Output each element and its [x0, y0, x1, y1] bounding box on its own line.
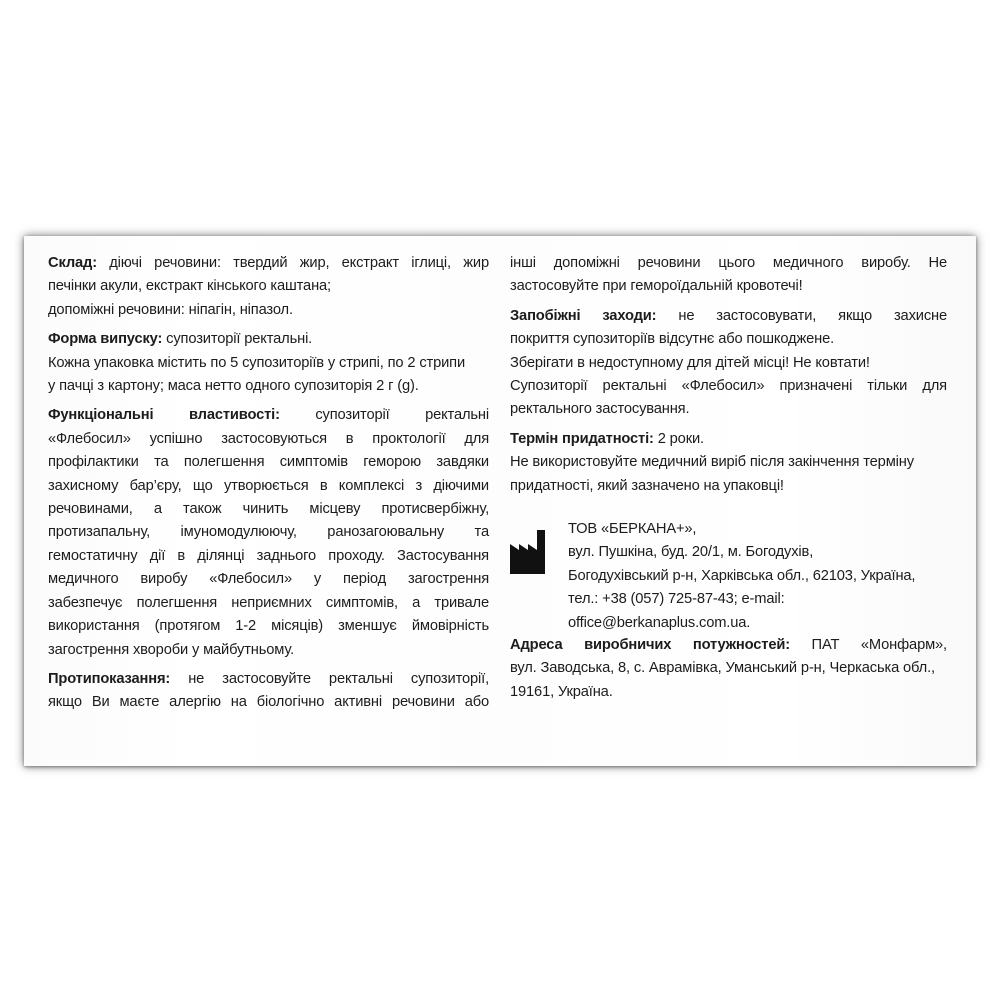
contraindications-text-1: не застосовуйте ректальні супозиторії,: [170, 670, 489, 687]
production-line-1: [510, 634, 947, 657]
manufacturer-address: [568, 518, 948, 635]
composition-line-2: печінки акули, екстракт кінського каштана;: [48, 278, 331, 295]
composition-line-3: допоміжні речовини: ніпагін, ніпазол.: [48, 301, 293, 318]
production-line-3: 19161, Україна.: [510, 683, 613, 700]
composition-line-1: [48, 252, 489, 275]
right-column: [510, 252, 947, 710]
release-form-text-1: супозиторії ректальні.: [162, 331, 313, 348]
composition-label: Склад:: [48, 255, 97, 271]
composition-text-1: діючі речовини: твердий жир, екстракт іглиці, жир: [96, 255, 489, 271]
release-form-line-1: [48, 328, 489, 351]
functional-line: захисному бар’єру, що утворюється в комплексі з діючими: [48, 477, 489, 494]
manufacturer-block: [510, 518, 947, 631]
precautions-label: Запобіжні заходи:: [510, 307, 657, 324]
functional-line-1: [48, 404, 489, 427]
functional-label: Функціональні властивості:: [48, 407, 280, 424]
functional-line: забезпечує полегшення неприємних симптомів, а тривале: [48, 594, 489, 611]
shelf-life-text-1: 2 роки.: [653, 430, 704, 447]
contraindications-continued: [510, 252, 947, 299]
shelf-life-label: Термін придатності:: [510, 430, 654, 447]
left-column: [48, 252, 489, 721]
shelf-life-line-2: Не використовуйте медичний виріб після закінчення терміну: [510, 454, 914, 471]
precautions-line-3: Зберігати в недоступному для дітей місці! Не ковтати!: [510, 354, 870, 371]
composition-section: [48, 252, 489, 322]
release-form-line-2: Кожна упаковка містить по 5 супозиторіїв у стрипі, по 2 стрипи: [48, 354, 466, 371]
functional-line: гемостатичну дії в ділянці заднього проходу. Застосування: [48, 547, 489, 564]
precautions-text-1: не застосовувати, якщо захисне: [656, 307, 947, 324]
production-label: Адреса виробничих потужностей:: [510, 637, 790, 654]
functional-line-last: загострення хвороби у майбутньому.: [48, 641, 295, 658]
shelf-life-line-3: придатності, який зазначено на упаковці!: [510, 477, 784, 494]
functional-line: речовинами, а також чинить місцеву протисвербіжну,: [48, 501, 489, 518]
shelf-life-section: [510, 428, 947, 498]
precautions-section: [510, 305, 947, 422]
production-address-section: [510, 634, 947, 704]
manufacturer-region: Богодухівський р-н, Харківська обл., 62103, Україна,: [568, 567, 916, 584]
manufacturer-name: ТОВ «БЕРКАНА+»,: [568, 521, 697, 538]
precautions-line-1: [510, 305, 947, 328]
production-line-2: вул. Заводська, 8, с. Аврамівка, Уманський р-н, Черкаська обл.,: [510, 660, 935, 677]
precautions-line-2: покриття супозиторіїв відсутнє або пошкоджене.: [510, 331, 835, 348]
functional-line: використання (протягом 1-2 місяців) зменшує ймовірність: [48, 618, 489, 635]
contraindications-cont-line-1: інші допоміжні речовини цього медичного виробу. Не: [510, 255, 947, 271]
precautions-line-4: Супозиторії ректальні «Флебосил» призначені тільки для: [510, 378, 947, 395]
functional-properties-section: [48, 404, 489, 661]
contraindications-line-1: [48, 668, 489, 691]
functional-line: профілактики та полегшення симптомів геморою завдяки: [48, 454, 489, 471]
release-form-label: Форма випуску:: [48, 331, 163, 348]
functional-line: «Флебосил» успішно застосовуються в проктології для: [48, 430, 489, 447]
production-text-1: ПАТ «Монфарм»,: [789, 637, 947, 654]
release-form-section: [48, 328, 489, 398]
shelf-life-line-1: [510, 428, 947, 451]
functional-line: протизапальну, імуномодулюючу, ранозагоювальну та: [48, 524, 489, 541]
manufacturer-street: вул. Пушкіна, буд. 20/1, м. Богодухів,: [568, 544, 814, 561]
precautions-line-5: ректального застосування.: [510, 401, 690, 418]
contraindications-label: Протипоказання:: [48, 670, 171, 687]
contraindications-line-2: якщо Ви маєте алергію на біологічно активні речовини або: [48, 694, 489, 711]
factory-icon: [510, 530, 552, 574]
contraindications-section: [48, 668, 489, 715]
functional-text-1: супозиторії ректальні: [279, 407, 489, 424]
contraindications-cont-line-2: застосовуйте при геморoїдальній кровотечі!: [510, 278, 803, 295]
functional-line: медичного виробу «Флебосил» у період загострення: [48, 571, 489, 588]
manufacturer-contacts: тел.: +38 (057) 725-87-43; e-mail: office@berkanaplus.com.ua.: [568, 591, 785, 631]
package-insert-card: [24, 236, 976, 766]
release-form-line-3: у пачці з картону; маса нетто одного супозиторія 2 г (g).: [48, 378, 419, 395]
